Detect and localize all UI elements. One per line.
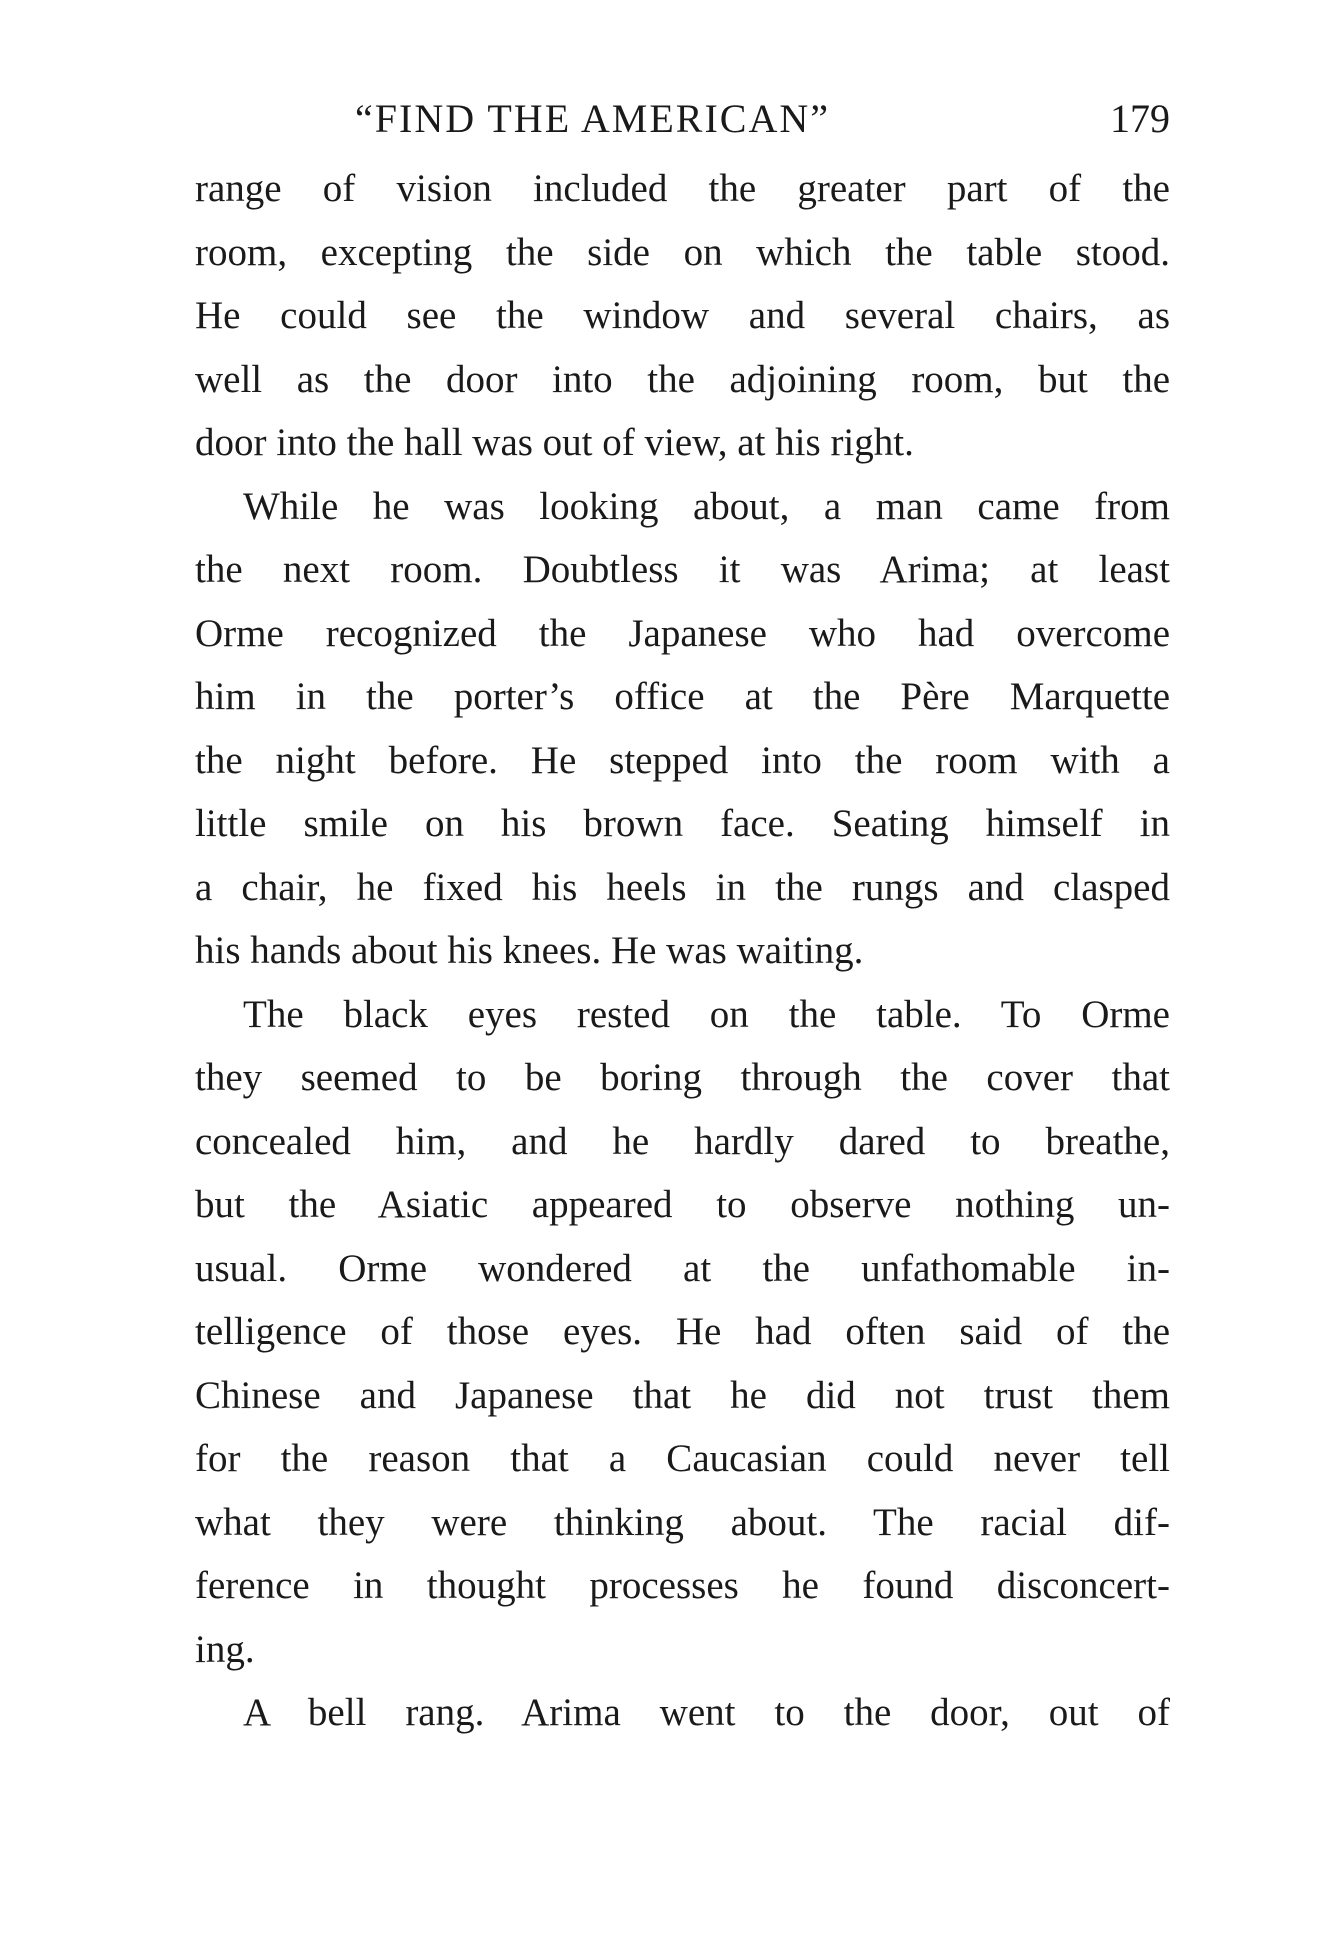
text-line: him in the porter’s office at the Père Marquette — [195, 675, 1170, 718]
text-line: what they were thinking about. The racial dif- — [195, 1500, 1170, 1544]
text-line: range of vision included the greater part of the — [195, 167, 1170, 210]
text-line: the night before. He stepped into the room with a — [195, 738, 1170, 782]
text-line: The black eyes rested on the table. To Orme — [243, 992, 1170, 1036]
text-line: but the Asiatic appeared to observe nothing un- — [195, 1183, 1170, 1226]
text-line: telligence of those eyes. He had often said of the — [195, 1310, 1170, 1353]
text-line: well as the door into the adjoining room, but the — [195, 357, 1170, 401]
text-line: the next room. Doubtless it was Arima; at least — [195, 548, 1170, 591]
text-line: A bell rang. Arima went to the door, out of — [243, 1691, 1170, 1734]
text-line: they seemed to be boring through the cover that — [195, 1056, 1170, 1099]
page-number: 179 — [1110, 96, 1170, 141]
text-line: Chinese and Japanese that he did not trust them — [195, 1373, 1170, 1417]
text-line: usual. Orme wondered at the unfathomable in- — [195, 1246, 1170, 1290]
text-line: little smile on his brown face. Seating himself in — [195, 802, 1170, 845]
running-title: “FIND THE AMERICAN” — [355, 96, 831, 141]
text-line: Orme recognized the Japanese who had overcome — [195, 611, 1170, 655]
text-line: ing. — [195, 1627, 255, 1671]
text-line: concealed him, and he hardly dared to breathe, — [195, 1119, 1170, 1163]
running-head — [195, 95, 1170, 147]
text-line: He could see the window and several chairs, as — [195, 294, 1170, 337]
body-text — [195, 157, 1170, 1745]
book-page — [195, 95, 1170, 1745]
text-line: his hands about his knees. He was waiting. — [195, 929, 864, 972]
text-line: While he was looking about, a man came from — [243, 484, 1170, 528]
text-line: ference in thought processes he found disconcert- — [195, 1564, 1170, 1607]
text-line: door into the hall was out of view, at his right. — [195, 421, 914, 464]
text-line: a chair, he fixed his heels in the rungs and clasped — [195, 865, 1170, 909]
text-line: room, excepting the side on which the table stood. — [195, 230, 1170, 274]
text-line: for the reason that a Caucasian could never tell — [195, 1437, 1170, 1480]
